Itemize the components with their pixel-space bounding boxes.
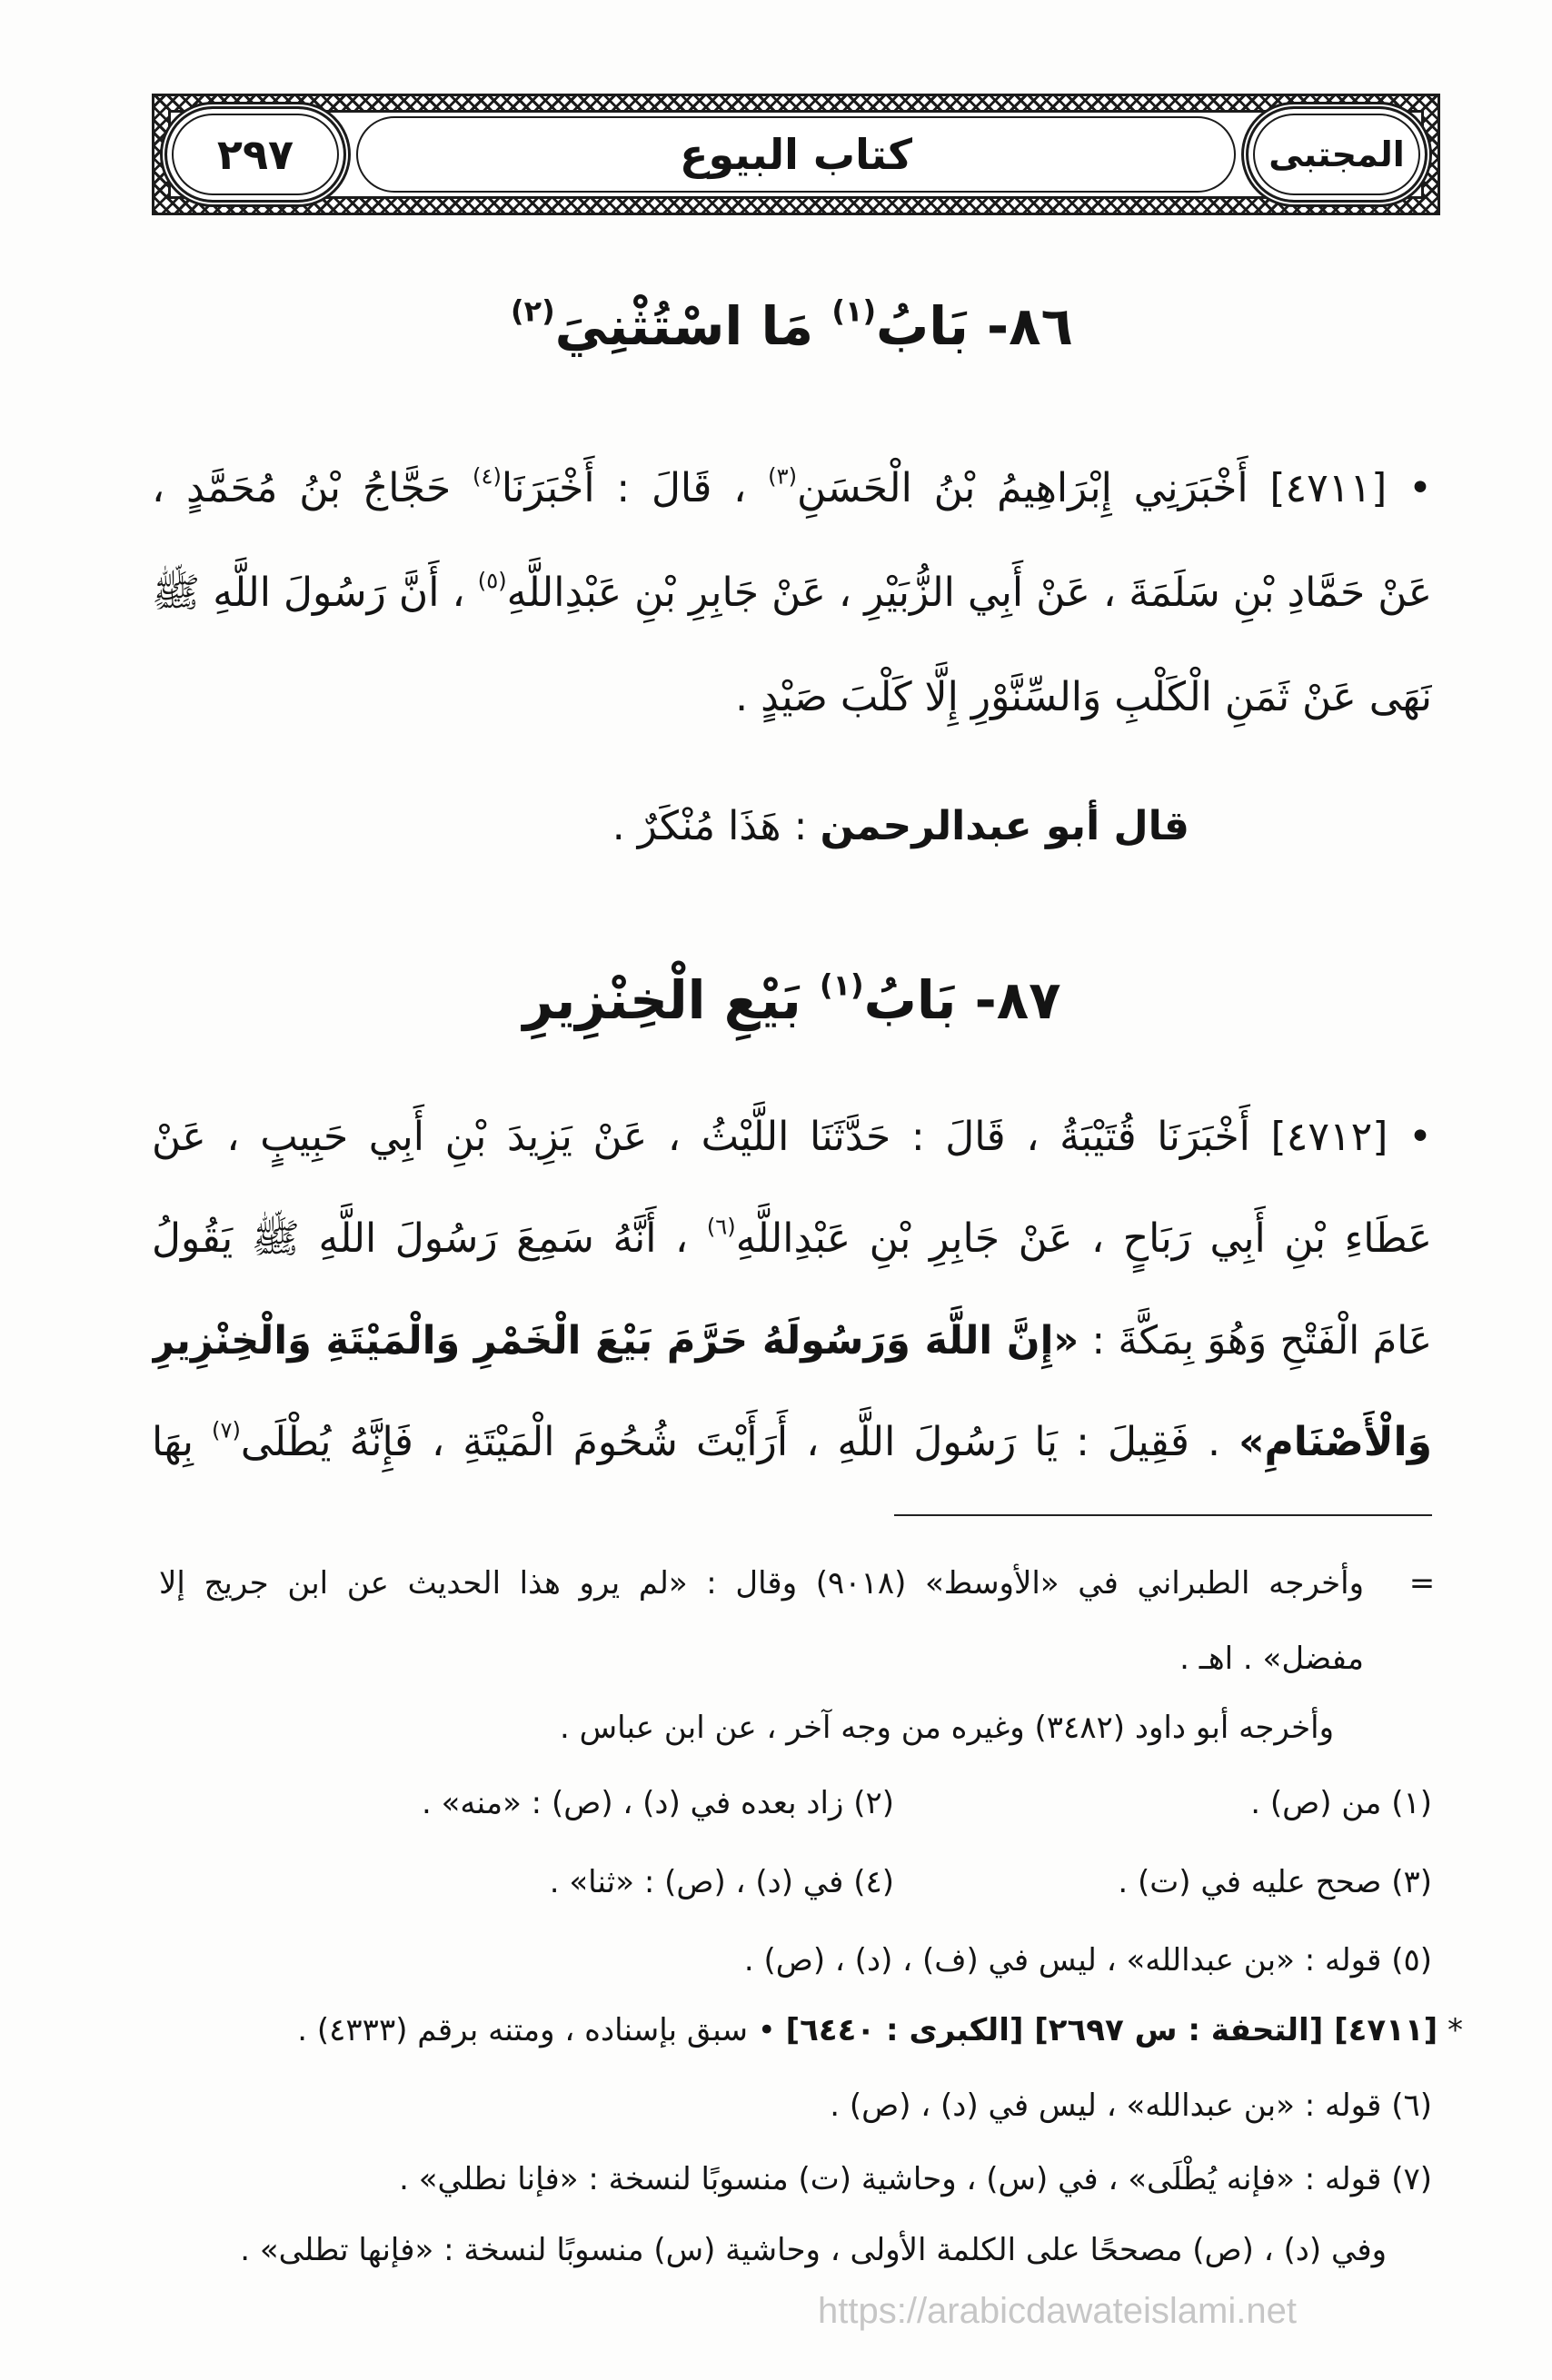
footnote-6: (٦) قوله : «بن عبدالله» ، ليس في (د) ، (ص) .	[830, 2087, 1432, 2124]
hadith-4712-line-4	[152, 1392, 1432, 1493]
footnote-separator-rule	[894, 1514, 1432, 1516]
chapter-86-heading	[152, 281, 1432, 372]
text-segment: بِهَا	[152, 1419, 194, 1465]
text-segment: عَطَاءِ بْنِ أَبِي رَبَاحٍ ، عَنْ جَابِرِ بْنِ عَبْدِاللَّهِ	[735, 1215, 1432, 1262]
author-comment	[152, 776, 1189, 878]
chapter-87-label: ٨٧- بَابُ	[863, 969, 1061, 1031]
footnote-7: (٧) قوله : «فإنه يُطْلَى» ، في (س) ، وحاشية (ت) منسوبًا لنسخة : «فإنا نطلي» .	[399, 2161, 1432, 2197]
hadith-quote-bold: «إِنَّ اللَّهَ وَرَسُولَهُ حَرَّمَ بَيْعَ الْخَمْرِ وَالْمَيْتَةِ وَالْخِنْزِيرِ	[152, 1318, 1079, 1364]
footnote-1: (١) من (ص) .	[1250, 1785, 1432, 1821]
takhrij-note	[182, 2003, 1463, 2058]
takhrij-references: [٤٧١١] [التحفة : س ٢٦٩٧] [الكبرى : ٦٤٤٠]	[785, 2012, 1438, 2048]
chapter-87-title: بَيْعِ الْخِنْزِيرِ	[522, 969, 801, 1031]
footnote-continuation-line-1: وأخرجه الطبراني في «الأوسط» (٩٠١٨) وقال : «لم يرو هذا الحديث عن ابن جريج إلا	[159, 1565, 1364, 1602]
footnote-ref-2: (٢)	[511, 293, 555, 329]
text-segment: ، أَنَّ رَسُولَ اللَّهِ ﷺ	[152, 570, 465, 616]
hadith-4712-line-2	[152, 1188, 1432, 1290]
text-segment: • [٤٧١١] أَخْبَرَنِي إِبْرَاهِيمُ بْنُ الْحَسَنِ	[797, 465, 1432, 511]
page-number-cartouche	[160, 102, 351, 207]
page-number: ٢٩٧	[216, 130, 294, 179]
hadith-4711-line-1	[152, 438, 1432, 540]
comment-text: : هَذَا مُنْكَرٌ .	[612, 803, 808, 849]
hadith-4711-line-2	[152, 542, 1432, 644]
text-segment: عَامَ الْفَتْحِ وَهُوَ بِمَكَّةَ :	[1091, 1318, 1432, 1364]
footnote-3: (٣) صحح عليه في (ت) .	[1118, 1864, 1432, 1900]
hadith-quote-bold: وَالْأَصْنَامِ»	[1239, 1419, 1432, 1465]
footnote-ref-7: (٧)	[212, 1417, 241, 1443]
footnote-ref-1: (١)	[831, 293, 877, 329]
comment-speaker: قال أبو عبدالرحمن	[820, 803, 1189, 849]
book-title: كتاب البيوع	[680, 130, 912, 179]
footnote-4: (٤) في (د) ، (ص) : «ثنا» .	[549, 1864, 894, 1900]
footnote-continuation-line-2: مفضل» . اهـ .	[1179, 1641, 1364, 1677]
footnote-ref-3: (٣)	[768, 463, 798, 490]
footnote-ref-1: (١)	[820, 967, 864, 1003]
title-cartouche	[356, 116, 1236, 193]
footnote-ref-6: (٦)	[706, 1214, 736, 1240]
text-segment: . فَقِيلَ : يَا رَسُولَ اللَّهِ ، أَرَأَيْتَ شُحُومَ الْمَيْتَةِ ، فَإِنَّهُ يُطْلَى	[240, 1419, 1220, 1465]
footnote-ref-4: (٤)	[473, 463, 502, 490]
footnote-continuation-line-3: وأخرجه أبو داود (٣٤٨٢) وغيره من وجه آخر ، عن ابن عباس .	[560, 1710, 1334, 1746]
hadith-4711-line-3: نَهَى عَنْ ثَمَنِ الْكَلْبِ وَالسِّنَّوْرِ إِلَّا كَلْبَ صَيْدٍ .	[735, 674, 1432, 720]
takhrij-text: • سبق بإسناده ، ومتنه برقم (٤٣٣٣) .	[297, 2012, 776, 2048]
book-name: المجتبى	[1268, 134, 1405, 174]
text-segment: ، قَالَ : أَخْبَرَنَا	[501, 465, 747, 511]
chapter-86-label: ٨٦- بَابُ	[876, 295, 1073, 357]
footnote-5: (٥) قوله : «بن عبدالله» ، ليس في (ف) ، (د) ، (ص) .	[743, 1942, 1432, 1978]
chapter-87-heading	[152, 955, 1432, 1046]
footnote-ref-5: (٥)	[477, 568, 507, 594]
footnote-2: (٢) زاد بعده في (د) ، (ص) : «منه» .	[421, 1785, 894, 1821]
text-segment: حَجَّاجُ بْنُ مُحَمَّدٍ ،	[152, 465, 452, 511]
text-segment: ، أَنَّهُ سَمِعَ رَسُولَ اللَّهِ ﷺ يَقُولُ	[152, 1215, 689, 1262]
hadith-4712-line-3	[152, 1290, 1432, 1392]
footnote-7-continuation: وفي (د) ، (ص) مصححًا على الكلمة الأولى ، وحاشية (س) منسوبًا لنسخة : «فإنها تطلى» .	[240, 2232, 1387, 2268]
header-ornamental-frame	[152, 94, 1440, 215]
star-mark: *	[1448, 2012, 1463, 2048]
hadith-4712-line-1: • [٤٧١٢] أَخْبَرَنَا قُتَيْبَةُ ، قَالَ : حَدَّثَنَا اللَّيْثُ ، عَنْ يَزِيدَ بْنِ أَبِي حَبِيبٍ ، عَنْ	[152, 1114, 1432, 1160]
chapter-86-title: مَا اسْتُثْنِيَ	[554, 295, 814, 357]
book-name-cartouche	[1241, 102, 1432, 207]
continuation-mark: =	[1408, 1565, 1436, 1602]
text-segment: عَنْ حَمَّادِ بْنِ سَلَمَةَ ، عَنْ أَبِي الزُّبَيْرِ ، عَنْ جَابِرِ بْنِ عَبْدِاللَّهِ	[506, 570, 1432, 616]
source-watermark: https://arabicdawateislami.net	[818, 2291, 1297, 2331]
